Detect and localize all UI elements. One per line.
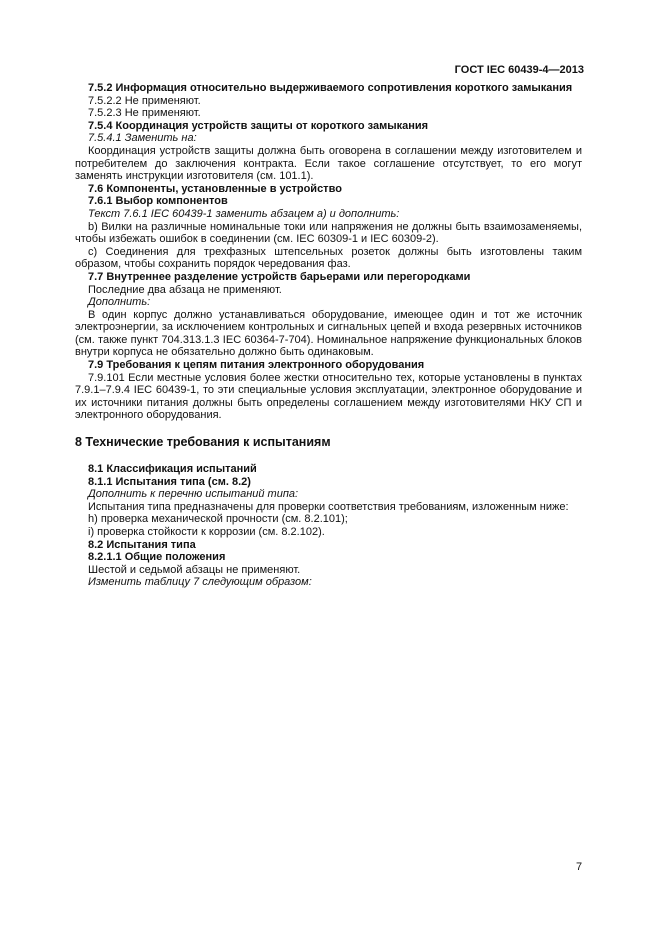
paragraph: В один корпус должно устанавливаться оборудование, имеющее один и тот же источник электроэнергии, за исключением контрольных и сигнальных цепей и входа резервных источников (см. также пункт 704.313.1.3 IEC 60364-7-704). Номинальное напряжение функциональных блоков внутри корпуса не обязательно должно быть одинаковым. (75, 308, 582, 359)
clause-heading: 8.2.1.1 Общие положения (88, 551, 226, 564)
clause-heading: 7.9 Требования к цепям питания электронного оборудования (88, 359, 425, 372)
paragraph: i) проверка стойкости к коррозии (см. 8.2.102). (88, 526, 325, 538)
clause-heading: 7.6 Компоненты, установленные в устройство (88, 182, 342, 195)
clause-heading: 8.2 Испытания типа (88, 538, 196, 551)
clause-heading: 7.6.1 Выбор компонентов (88, 195, 228, 208)
paragraph: c) Соединения для трехфазных штепсельных розеток должны быть изготовлены таким образом, чтобы сохранить порядок чередования фаз. (75, 245, 582, 271)
clause-heading: 7.5.4 Координация устройств защиты от короткого замыкания (88, 119, 429, 132)
paragraph: Дополнить: (88, 296, 151, 309)
paragraph: 7.5.4.1 Заменить на: (88, 132, 197, 145)
clause-heading: 8.1 Классификация испытаний (88, 463, 257, 476)
paragraph: Шестой и седьмой абзацы не применяют. (88, 563, 301, 576)
section-heading: 8 Технические требования к испытаниям (75, 435, 331, 450)
paragraph: 7.5.2.2 Не применяют. (88, 94, 201, 107)
clause-heading: 7.7 Внутреннее разделение устройств барьерами или перегородками (88, 270, 471, 283)
page-number: 7 (576, 861, 583, 873)
paragraph: Дополнить к перечню испытаний типа: (88, 488, 299, 501)
paragraph: Текст 7.6.1 IEC 60439-1 заменить абзацем а) и дополнить: (88, 207, 400, 220)
clause-heading: 8.1.1 Испытания типа (см. 8.2) (88, 475, 251, 488)
paragraph: h) проверка механической прочности (см. 8.2.101); (88, 513, 348, 526)
paragraph: Координация устройств защиты должна быть оговорена в соглашении между изготовителем и потребителем до заключения контракта. Если такое соглашение отсутствует, то его могут заменять инструкции изготовителя (см. 101.1). (75, 144, 582, 183)
paragraph: 7.5.2.3 Не применяют. (88, 107, 201, 120)
document-body (75, 82, 582, 589)
document-header: ГОСТ IEC 60439-4—2013 (454, 64, 584, 76)
clause-heading: 7.5.2 Информация относительно выдерживаемого сопротивления короткого замыкания (88, 82, 573, 94)
paragraph: b) Вилки на различные номинальные токи или напряжения не должны быть взаимозаменяемы, чтобы избежать ошибок в соединении (см. IEC 60309-1 и IEC 60309-2). (75, 220, 582, 246)
paragraph: Последние два абзаца не применяют. (88, 283, 282, 296)
paragraph: 7.9.101 Если местные условия более жестки относительно тех, которые установлены в пунктах 7.9.1–7.9.4 IEC 60439-1, то эти специальные условия эксплуатации, электронное оборудование и их источники питания должны быть определены соглашением между изготовителями НКУ СП и электронного оборудования. (75, 371, 582, 422)
paragraph: Испытания типа предназначены для проверки соответствия требованиям, изложенным ниже: (88, 500, 569, 513)
paragraph: Изменить таблицу 7 следующим образом: (88, 576, 312, 589)
